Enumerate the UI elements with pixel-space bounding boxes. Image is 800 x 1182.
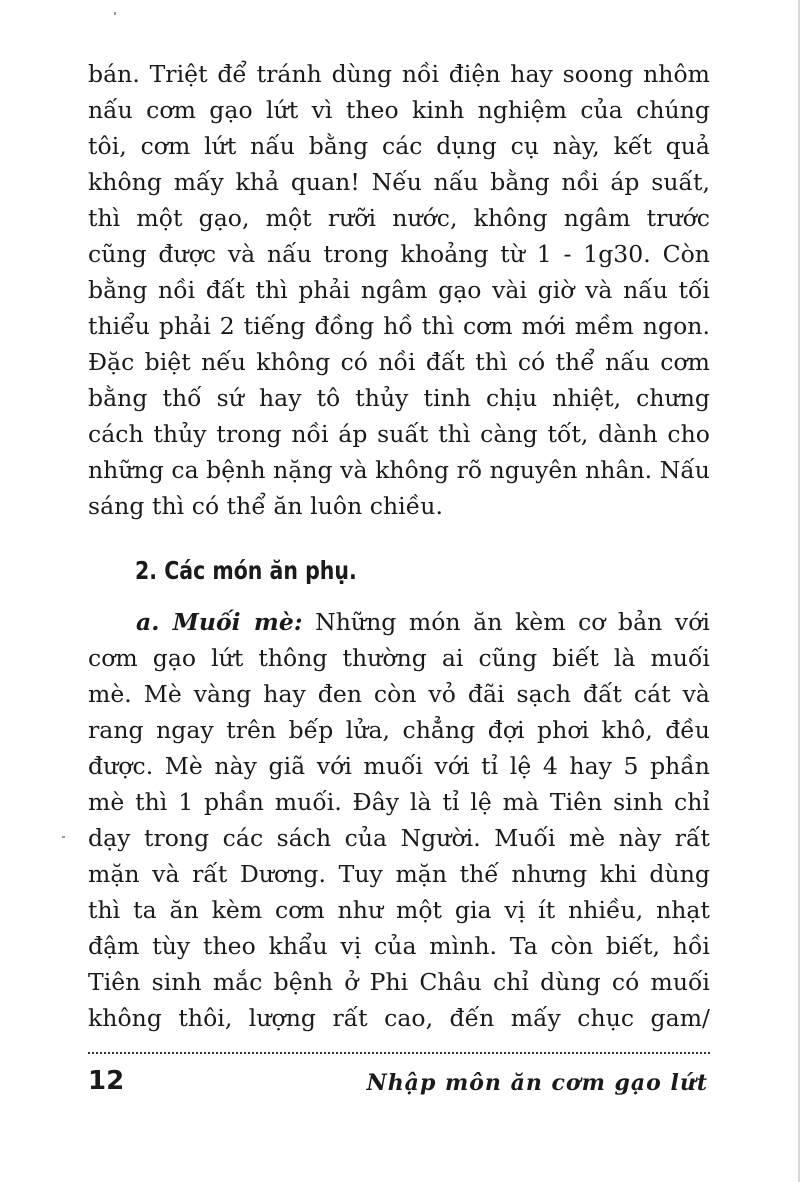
text-line: cách thủy trong nồi áp suất thì càng tốt, dành cho xyxy=(88,420,710,448)
text-line: không thôi, lượng rất cao, đến mấy chục gam/ xyxy=(88,1004,710,1032)
text-line: bán. Triệt để tránh dùng nồi điện hay soong nhôm xyxy=(88,60,710,88)
first-line-text: Những món ăn kèm cơ bản với xyxy=(302,608,710,636)
text-line: tôi, cơm lứt nấu bằng các dụng cụ này, kết quả xyxy=(88,132,710,160)
scan-speck xyxy=(62,836,65,838)
text-line: thiểu phải 2 tiếng đồng hồ thì cơm mới mềm ngon. xyxy=(88,312,710,340)
footer-rule xyxy=(88,1052,710,1054)
text-line: Đặc biệt nếu không có nồi đất thì có thể nấu cơm xyxy=(88,348,710,376)
text-line: mặn và rất Dương. Tuy mặn thế nhưng khi dùng xyxy=(88,860,710,888)
text-line: bằng thố sứ hay tô thủy tinh chịu nhiệt, chưng xyxy=(88,384,710,412)
text-line: Tiên sinh mắc bệnh ở Phi Châu chỉ dùng có muối xyxy=(88,968,710,996)
running-title: Nhập môn ăn cơm gạo lứt xyxy=(366,1070,708,1096)
text-line: những ca bệnh nặng và không rõ nguyên nhân. Nấu xyxy=(88,456,710,484)
text-line: cũng được và nấu trong khoảng từ 1 - 1g30. Còn xyxy=(88,240,710,268)
text-line: bằng nồi đất thì phải ngâm gạo vài giờ và nấu tối xyxy=(88,276,710,304)
scan-speck xyxy=(114,12,116,15)
text-line: dạy trong các sách của Người. Muối mè này rất xyxy=(88,824,710,852)
text-line: không mấy khả quan! Nếu nấu bằng nồi áp suất, xyxy=(88,168,710,196)
text-line: thì ta ăn kèm cơm như một gia vị ít nhiều, nhạt xyxy=(88,896,710,924)
text-line: mè thì 1 phần muối. Đây là tỉ lệ mà Tiên sinh chỉ xyxy=(88,788,710,816)
text-line-first xyxy=(136,604,710,640)
text-line: cơm gạo lứt thông thường ai cũng biết là muối xyxy=(88,644,710,672)
text-line: nấu cơm gạo lứt vì theo kinh nghiệm của chúng xyxy=(88,96,710,124)
page-number: 12 xyxy=(88,1066,125,1096)
text-line: thì một gạo, một rưỡi nước, không ngâm trước xyxy=(88,204,710,232)
text-line: sáng thì có thể ăn luôn chiều. xyxy=(88,492,443,520)
section-heading: 2. Các món ăn phụ. xyxy=(135,556,357,585)
subsection-label: a. Muối mè: xyxy=(136,608,303,636)
text-line: đậm tùy theo khẩu vị của mình. Ta còn biết, hồi xyxy=(88,932,710,960)
text-line: được. Mè này giã với muối với tỉ lệ 4 hay 5 phần xyxy=(88,752,710,780)
text-line: rang ngay trên bếp lửa, chẳng đợi phơi khô, đều xyxy=(88,716,710,744)
text-line: mè. Mè vàng hay đen còn vỏ đãi sạch đất cát và xyxy=(88,680,710,708)
